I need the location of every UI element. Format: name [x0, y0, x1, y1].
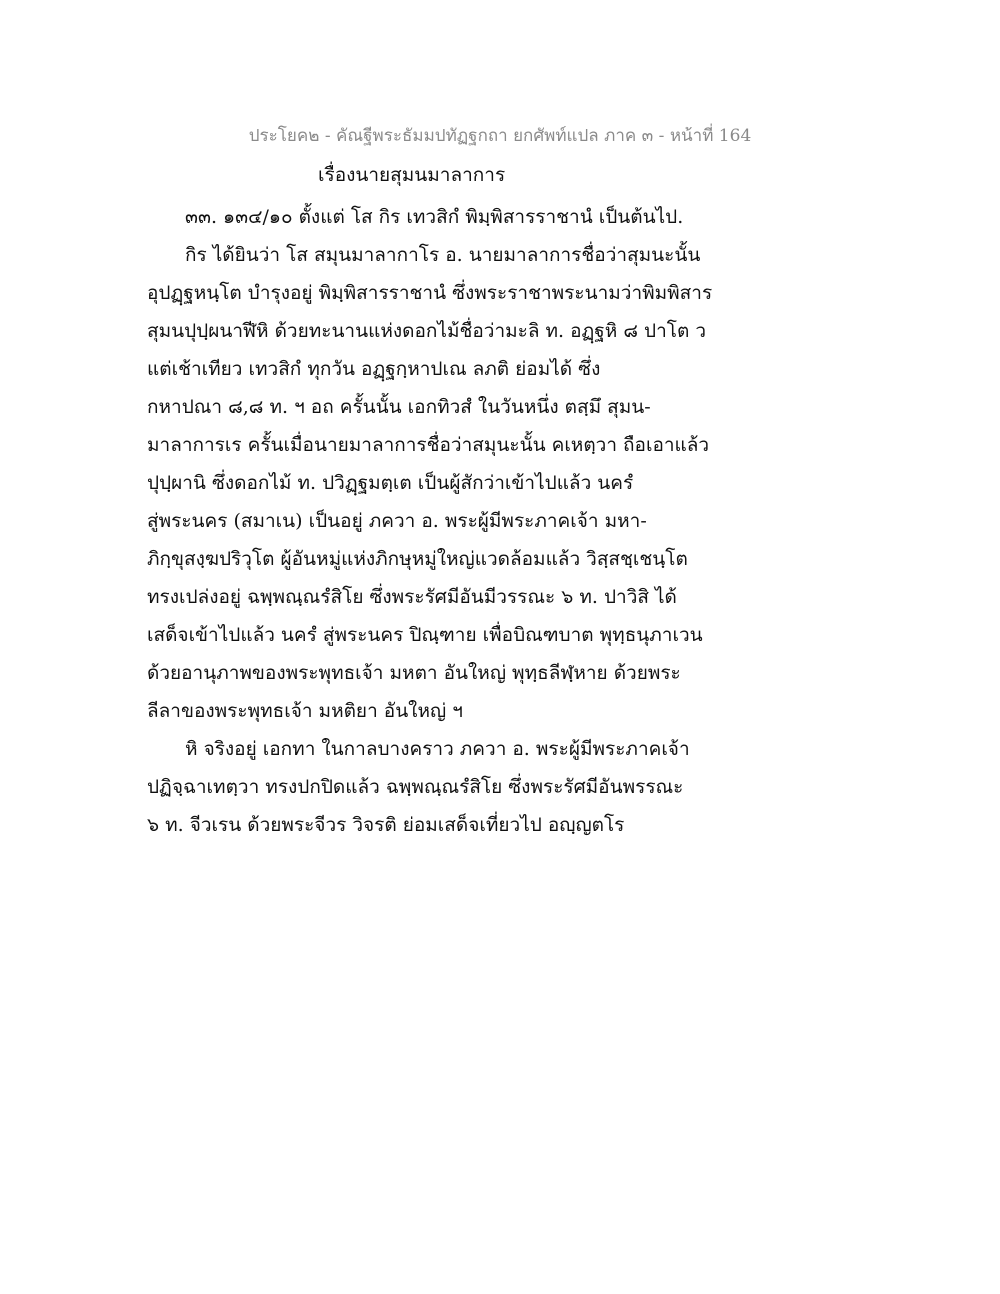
paragraph-line: ลีลาของพระพุทธเจ้า มหติยา อันใหญ่ ฯ	[147, 700, 463, 722]
paragraph-line: ปฏิจฺฉาเทตฺวา ทรงปกปิดแล้ว ฉพฺพณฺณรํสิโย ซึ่งพระรัศมีอันพรรณะ	[147, 776, 684, 798]
paragraph-line: ๓๓. ๑๓๔/๑๐ ตั้งแต่ โส กิร เทวสิกํ พิมฺพิสารราชานํ เป็นต้นไป.	[185, 206, 684, 228]
paragraph-line: กหาปณา ๘,๘ ท. ฯ อถ ครั้นนั้น เอกทิวสํ ในวันหนึ่ง ตสฺมึ สุมน-	[147, 396, 651, 418]
paragraph-line: ปุปฺผานิ ซึ่งดอกไม้ ท. ปวิฏฺฐมตฺเต เป็นผู้สักว่าเข้าไปแล้ว นครํ	[147, 472, 634, 494]
paragraph-line: ภิกฺขุสงฺฆปริวุโต ผู้อันหมู่แห่งภิกษุหมู่ใหญ่แวดล้อมแล้ว วิสฺสชฺเชนฺโต	[147, 548, 688, 570]
body-text	[147, 198, 867, 844]
paragraph-line: สู่พระนคร (สมาเน) เป็นอยู่ ภควา อ. พระผู้มีพระภาคเจ้า มหา-	[147, 510, 647, 532]
paragraph-line: อุปฏฺฐหนฺโต บำรุงอยู่ พิมฺพิสารราชานํ ซึ่งพระราชาพระนามว่าพิมพิสาร	[147, 282, 713, 304]
paragraph-line: แต่เช้าเทียว เทวสิกํ ทุกวัน อฏฺฐกฺหาปเณ ลภติ ย่อมได้ ซึ่ง	[147, 358, 601, 380]
paragraph-line: ด้วยอานุภาพของพระพุทธเจ้า มหตา อันใหญ่ พุทฺธลีฬฺหาย ด้วยพระ	[147, 662, 681, 684]
running-header: ประโยค๒ - คัณฐีพระธัมมปทัฏฐกถา ยกศัพท์แปล ภาค ๓ - หน้าที่ 164	[248, 126, 752, 146]
story-title: เรื่องนายสุมนมาลาการ	[318, 164, 506, 186]
paragraph-line: กิร ได้ยินว่า โส สมุนมาลากาโร อ. นายมาลาการชื่อว่าสุมนะนั้น	[185, 244, 701, 266]
paragraph-line: หิ จริงอยู่ เอกทา ในกาลบางคราว ภควา อ. พระผู้มีพระภาคเจ้า	[185, 738, 690, 760]
paragraph-line: ๖ ท. จีวเรน ด้วยพระจีวร วิจรติ ย่อมเสด็จเที่ยวไป อญฺญตโร	[147, 814, 625, 836]
paragraph-line: สุมนปุปฺผนาฬีหิ ด้วยทะนานแห่งดอกไม้ชื่อว่ามะลิ ท. อฏฺฐหิ ๘ ปาโต ว	[147, 320, 707, 342]
paragraph-line: มาลาการเร ครั้นเมื่อนายมาลาการชื่อว่าสมุนะนั้น คเหตฺวา ถือเอาแล้ว	[147, 434, 710, 456]
paragraph-line: ทรงเปล่งอยู่ ฉพฺพณฺณรํสิโย ซึ่งพระรัศมีอันมีวรรณะ ๖ ท. ปาวิสิ ได้	[147, 586, 677, 608]
paragraph-line: เสด็จเข้าไปแล้ว นครํ สู่พระนคร ปิณฺฑาย เพื่อบิณฑบาต พุทฺธนุภาเวน	[147, 624, 703, 646]
